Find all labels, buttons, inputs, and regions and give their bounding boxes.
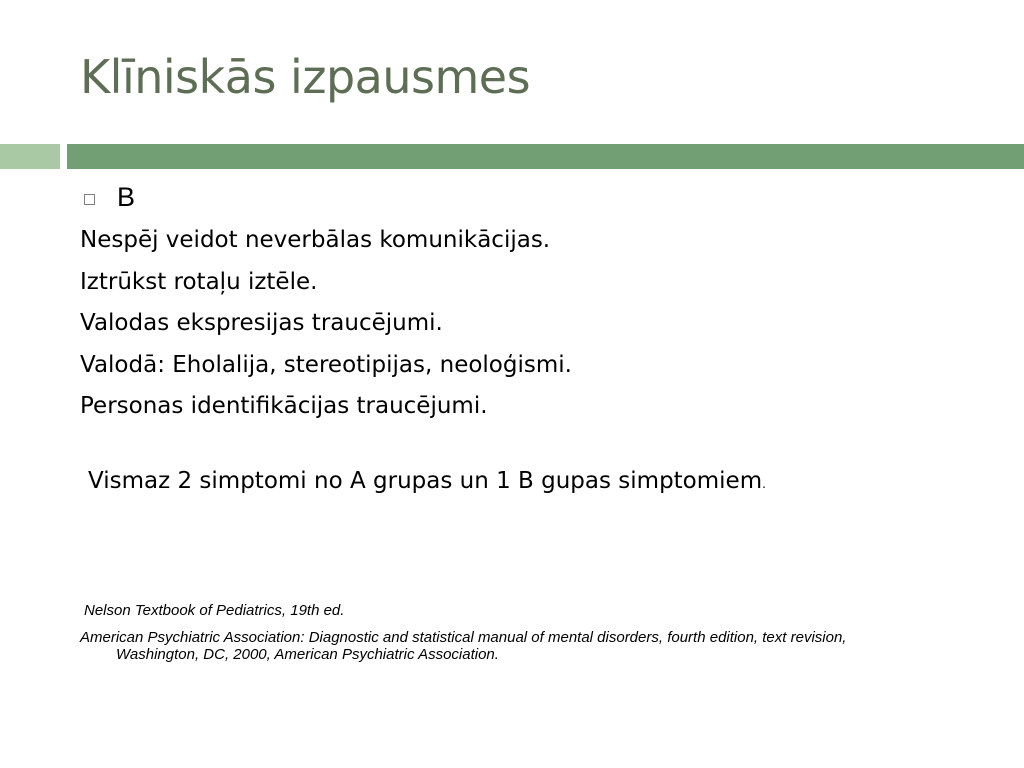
bullet-item — [84, 180, 135, 214]
summary-period: . — [762, 477, 766, 491]
reference-apa: American Psychiatric Association: Diagnostic and statistical manual of mental disorders, fourth edition, text revision, Washington, DC, 2000, American Psychiatric Association. — [80, 629, 847, 663]
symptom-line: Nespēj veidot neverbālas komunikācijas. — [80, 227, 551, 253]
symptom-line: Iztrūkst rotaļu iztēle. — [80, 268, 318, 295]
square-bullet-icon — [84, 194, 95, 205]
summary-statement — [88, 468, 766, 494]
slide-title: Klīniskās izpausmes — [80, 50, 531, 104]
accent-bar-left — [0, 144, 60, 169]
symptom-line: Valodas ekspresijas traucējumi. — [80, 310, 443, 336]
summary-text: Vismaz 2 simptomi no A grupas un 1 B gupas simptomiem — [88, 468, 763, 494]
bullet-label: B — [117, 181, 136, 212]
symptom-list — [80, 220, 980, 428]
reference-nelson: Nelson Textbook of Pediatrics, 19th ed. — [84, 602, 345, 619]
accent-bar-main — [67, 144, 1024, 169]
symptom-line: Valodā: Eholalija, stereotipijas, neoloģismi. — [80, 351, 572, 378]
symptom-line: Personas identifikācijas traucējumi. — [80, 393, 488, 419]
